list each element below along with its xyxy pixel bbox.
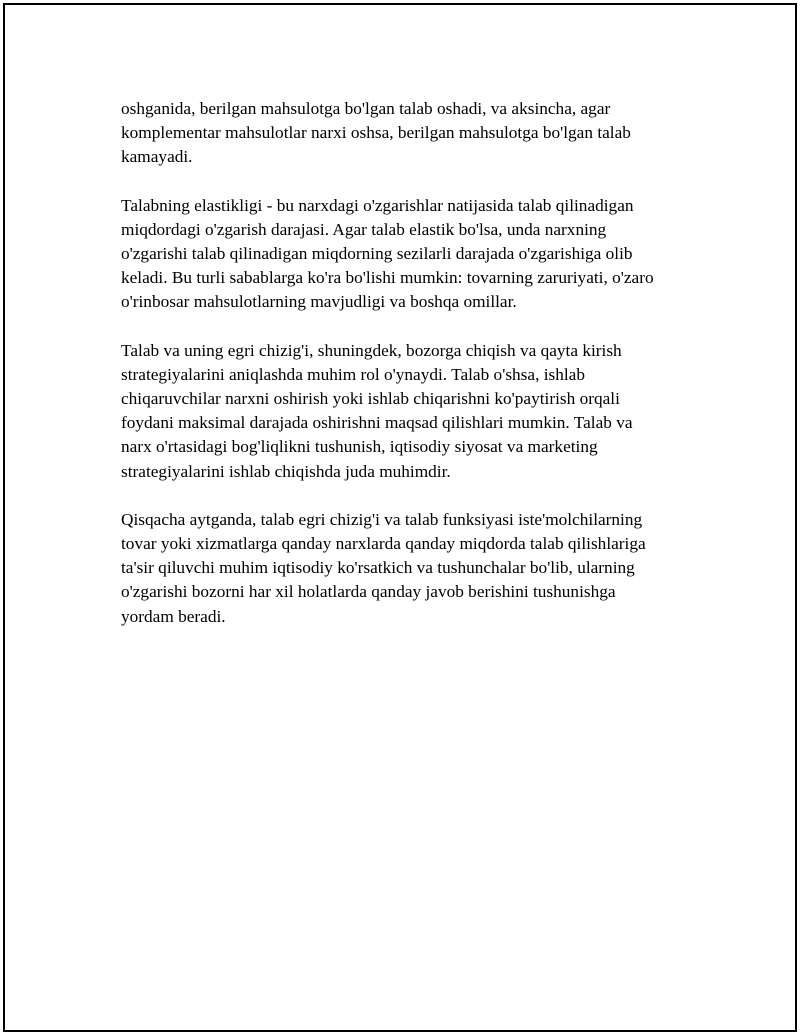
- text-line: miqdordagi o'zgarish darajasi. Agar talab elastik bo'lsa, unda narxning: [121, 219, 607, 239]
- paragraph-3: [121, 339, 701, 484]
- text-line: strategiyalarini ishlab chiqishda juda muhimdir.: [121, 461, 451, 481]
- text-line: ta'sir qiluvchi muhim iqtisodiy ko'rsatkich va tushunchalar bo'lib, ularning: [121, 558, 635, 578]
- paragraph-2: [121, 194, 701, 315]
- text-line: komplementar mahsulotlar narxi oshsa, berilgan mahsulotga bo'lgan talab: [121, 123, 631, 143]
- text-line: Talabning elastikligi - bu narxdagi o'zgarishlar natijasida talab qilinadigan: [121, 195, 634, 215]
- text-line: chiqaruvchilar narxni oshirish yoki ishlab chiqarishni ko'paytirish orqali: [121, 389, 620, 409]
- text-line: tovar yoki xizmatlarga qanday narxlarda qanday miqdorda talab qilishlariga: [121, 534, 646, 554]
- document-page: [3, 3, 797, 1032]
- text-line: strategiyalarini aniqlashda muhim rol o'ynaydi. Talab o'shsa, ishlab: [121, 364, 585, 384]
- text-line: kamayadi.: [121, 147, 193, 167]
- text-line: yordam beradi.: [121, 606, 226, 626]
- text-line: Qisqacha aytganda, talab egri chizig'i va talab funksiyasi iste'molchilarning: [121, 509, 643, 529]
- paragraph-1: [121, 97, 701, 170]
- document-body: [121, 97, 701, 653]
- text-line: oshganida, berilgan mahsulotga bo'lgan talab oshadi, va aksincha, agar: [121, 99, 611, 118]
- text-line: o'zgarishi bozorni har xil holatlarda qanday javob berishini tushunishga: [121, 582, 616, 602]
- text-line: o'zgarishi talab qilinadigan miqdorning sezilarli darajada o'zgarishiga olib: [121, 244, 633, 264]
- paragraph-4: [121, 508, 701, 629]
- text-line: narx o'rtasidagi bog'liqlikni tushunish, iqtisodiy siyosat va marketing: [121, 437, 598, 457]
- text-line: keladi. Bu turli sabablarga ko'ra bo'lishi mumkin: tovarning zaruriyati, o'zaro: [121, 268, 654, 288]
- text-line: Talab va uning egri chizig'i, shuningdek, bozorga chiqish va qayta kirish: [121, 340, 622, 360]
- text-line: o'rinbosar mahsulotlarning mavjudligi va boshqa omillar.: [121, 292, 517, 312]
- text-line: foydani maksimal darajada oshirishni maqsad qilishlari mumkin. Talab va: [121, 413, 633, 433]
